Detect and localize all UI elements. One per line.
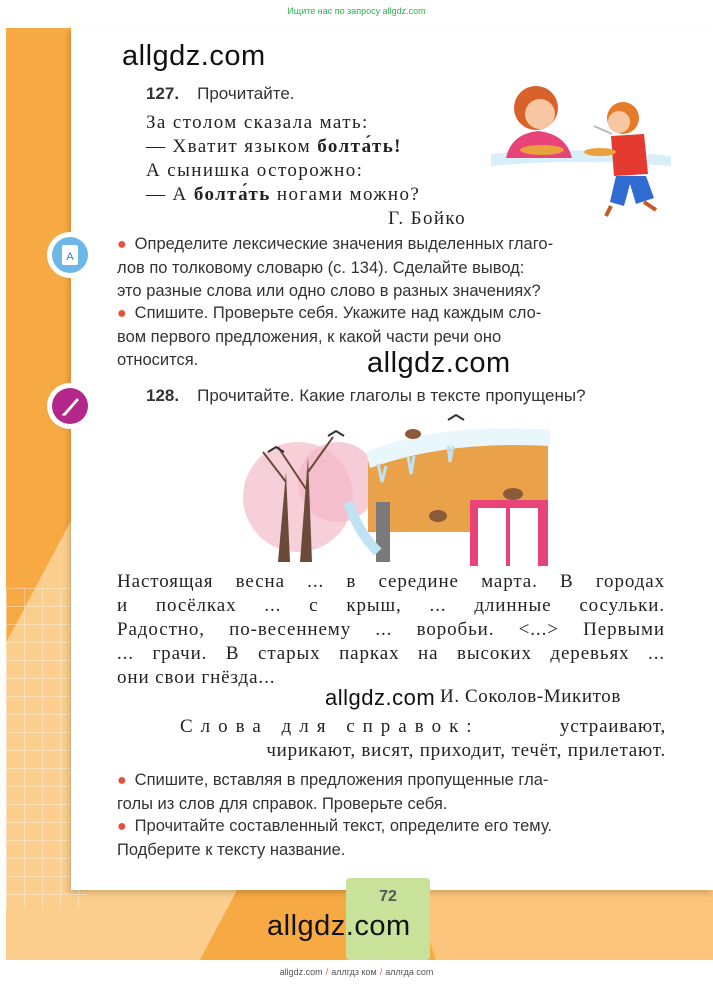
exercise-task: Прочитайте. Какие глаголы в тексте пропущены?	[197, 386, 586, 405]
reference-words-line2: чирикают, висят, приходит, течёт, прилетают.	[266, 740, 666, 761]
reference-label: Слова для справок:	[180, 716, 480, 737]
story-line: ... грачи. В старых парках на высоких деревьях ...	[117, 643, 665, 664]
watermark: allgdz.com	[367, 347, 511, 379]
watermark: allgdz.com	[267, 910, 411, 942]
story-text	[117, 570, 665, 690]
watermark: allgdz.com	[325, 685, 436, 710]
mother-son-illustration	[486, 76, 671, 226]
highlighted-verb: болта́ть!	[317, 136, 402, 157]
poem-line: А сынишка осторожно:	[146, 160, 364, 181]
story-line: Настоящая весна ... в середине марта. В городах	[117, 571, 665, 592]
ex128-bullet-2: ● Прочитайте составленный текст, определите его тему. Подберите к тексту название.	[117, 817, 553, 859]
story-line: они свои гнёзда...	[117, 667, 276, 688]
bullet-icon: ●	[117, 818, 127, 835]
page-number: 72	[379, 888, 397, 905]
reference-words: Слова для справок: устраивают,	[180, 716, 666, 737]
bullet-icon: ●	[117, 772, 127, 789]
poem-author: Г. Бойко	[388, 208, 466, 229]
top-banner: Ищите нас по запросу allgdz.com	[287, 6, 426, 16]
pen-icon	[50, 386, 90, 426]
ex127-bullet-1: ● Определите лексические значения выделенных глаго- лов по толковому словарю (с. 134). Сделайте вывод: это разные слова или одно слово в разных значениях?	[117, 235, 554, 300]
exercise-128-header	[146, 386, 586, 406]
story-line: Радостно, по-весеннему ... воробьи. <...> Первыми	[117, 619, 665, 640]
poem-line: — А болта́ть ногами можно?	[146, 184, 421, 205]
svg-text:А: А	[66, 251, 74, 263]
exercise-task: Прочитайте.	[197, 84, 295, 103]
ex128-bullet-1: ● Спишите, вставляя в предложения пропущенные гла- голы из слов для справок. Проверьте себя.	[117, 771, 549, 813]
dictionary-icon	[50, 235, 90, 275]
bullet-icon: ●	[117, 305, 127, 322]
poem-line: За столом сказала мать:	[146, 112, 369, 133]
story-author: И. Соколов-Микитов	[440, 686, 621, 707]
exercise-number: 127.	[146, 84, 180, 103]
bullet-icon: ●	[117, 236, 127, 253]
exercise-number: 128.	[146, 386, 180, 405]
story-line: и посёлках ... с крыш, ... длинные сосульки.	[117, 595, 665, 616]
exercise-127-header	[146, 84, 295, 104]
poem-line: — Хватит языком болта́ть!	[146, 136, 402, 157]
spring-scene-illustration	[238, 412, 554, 570]
highlighted-verb: болта́ть	[193, 184, 271, 205]
watermark: allgdz.com	[122, 40, 266, 72]
poem	[146, 111, 476, 231]
ex127-bullet-2: ● Спишите. Проверьте себя. Укажите над каждым сло- вом первого предложения, к какой части речи оно относится.	[117, 304, 542, 369]
bottom-banner: allgdz.com / аллгдз ком / аллгда com	[279, 967, 434, 977]
